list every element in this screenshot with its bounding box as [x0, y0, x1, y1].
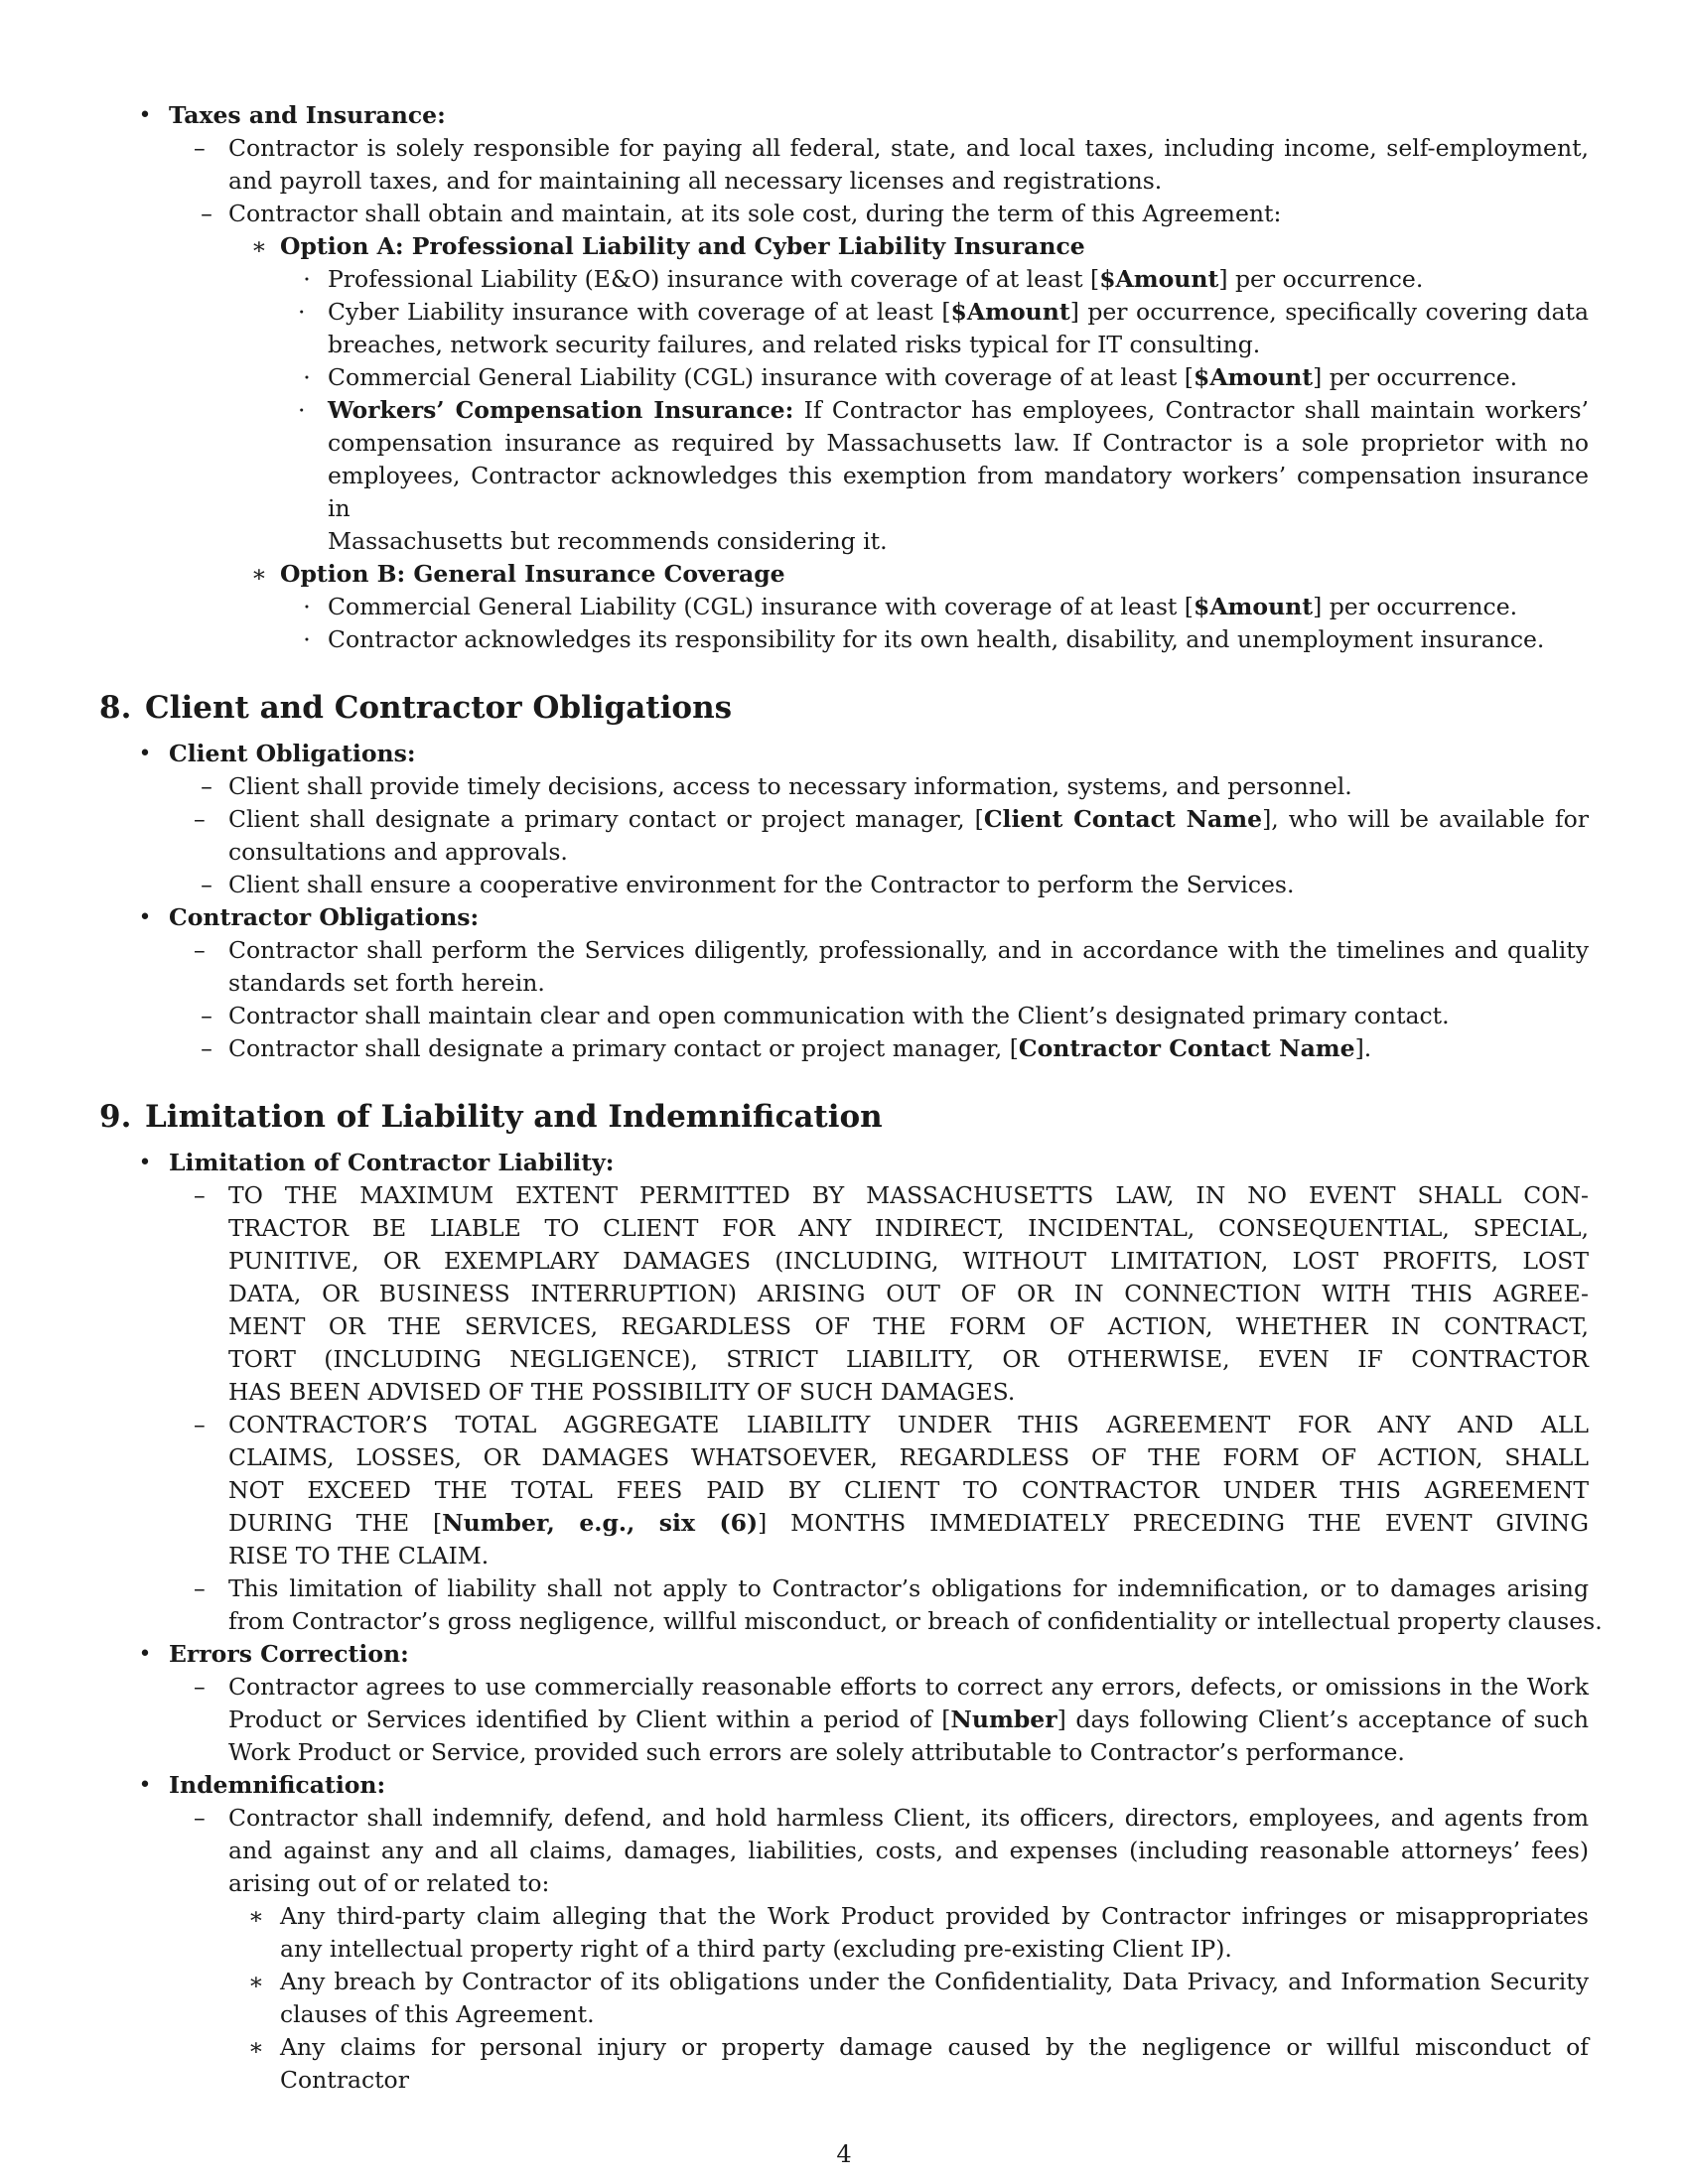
dot-icon: ·: [298, 396, 306, 424]
item-text: employees, Contractor acknowledges this exemption from mandatory workers’ compensation insurance in: [328, 462, 1589, 522]
list-item: [99, 1032, 1589, 1065]
item-title: Taxes and Insurance:: [169, 101, 446, 129]
dash-icon: –: [201, 772, 212, 800]
list-item: [99, 1409, 1589, 1441]
dot-icon: ·: [303, 265, 311, 293]
months-placeholder: Number, e.g., six (6): [442, 1509, 759, 1537]
amount-placeholder: $Amount: [1193, 593, 1314, 620]
list-item: [99, 1769, 1589, 1802]
item-text: and against any and all claims, damages, liabilities, costs, and expenses (including reasonable attorneys’ fees): [228, 1837, 1589, 1864]
list-item: [99, 934, 1589, 967]
amount-placeholder: $Amount: [1099, 265, 1219, 293]
section-heading: [99, 686, 1589, 730]
list-item-continuation: [99, 1736, 1589, 1769]
amount-placeholder: $Amount: [1193, 363, 1314, 391]
list-item-continuation: [99, 1278, 1589, 1310]
item-text: ] per occurrence.: [1313, 363, 1518, 391]
list-item-continuation: [99, 836, 1589, 869]
item-text: ] days following Client’s acceptance of such: [1056, 1706, 1589, 1733]
list-item: [99, 901, 1589, 934]
list-item: [99, 803, 1589, 836]
item-text: Contractor shall maintain clear and open communication with the Client’s designated primary contact.: [228, 1002, 1450, 1029]
list-item-continuation: [99, 1245, 1589, 1278]
list-item-continuation: [99, 165, 1589, 198]
item-text: CLAIMS, LOSSES, OR DAMAGES WHATSOEVER, REGARDLESS OF THE FORM OF ACTION, SHALL: [228, 1443, 1589, 1471]
item-text: ] per occurrence.: [1313, 593, 1518, 620]
list-item: [99, 591, 1589, 623]
list-item-continuation: [99, 1867, 1589, 1900]
option-b-title: Option B: General Insurance Coverage: [280, 560, 785, 588]
dash-icon: –: [194, 1673, 206, 1701]
list-item: [99, 263, 1589, 296]
dot-icon: ·: [303, 625, 311, 653]
item-text: Massachusetts but recommends considering it.: [328, 527, 888, 555]
dash-icon: –: [194, 936, 206, 964]
item-title: Limitation of Contractor Liability:: [169, 1149, 615, 1176]
contractor-contact-placeholder: Contractor Contact Name: [1018, 1034, 1355, 1062]
item-text: Contractor shall perform the Services diligently, professionally, and in accordance with the timelines and quality: [228, 936, 1589, 964]
list-item-continuation: [99, 1605, 1603, 1638]
bullet-icon: •: [138, 905, 152, 930]
dash-icon: –: [194, 134, 206, 162]
list-item: [99, 99, 1589, 132]
list-item: [99, 1572, 1589, 1605]
item-title: Contractor Obligations:: [169, 903, 480, 931]
item-text: Contractor is solely responsible for paying all federal, state, and local taxes, including income, self-employment,: [228, 134, 1589, 162]
amount-placeholder: $Amount: [950, 298, 1070, 326]
item-text: ] per occurrence, specifically covering data: [1069, 298, 1589, 326]
list-item-continuation: [99, 1540, 1589, 1572]
item-text: breaches, network security failures, and related risks typical for IT consulting.: [328, 331, 1261, 358]
list-item: [99, 2031, 1589, 2097]
client-contact-placeholder: Client Contact Name: [983, 805, 1263, 833]
list-item-continuation: [99, 1835, 1589, 1867]
item-text: HAS BEEN ADVISED OF THE POSSIBILITY OF SUCH DAMAGES.: [228, 1378, 1016, 1406]
section-number: 9.: [99, 1099, 132, 1135]
item-text: Commercial General Liability (CGL) insurance with coverage of at least [: [328, 593, 1194, 620]
list-item-continuation: [99, 1376, 1589, 1409]
item-text: Contractor acknowledges its responsibility for its own health, disability, and unemployment insurance.: [328, 625, 1545, 653]
list-item: [99, 1179, 1589, 1212]
list-item: [99, 869, 1589, 901]
list-item: [99, 1638, 1589, 1671]
item-text: from Contractor’s gross negligence, willful misconduct, or breach of confidentiality or intellectual property clauses.: [228, 1607, 1603, 1635]
item-text: TORT (INCLUDING NEGLIGENCE), STRICT LIABILITY, OR OTHERWISE, EVEN IF CONTRACTOR: [228, 1345, 1589, 1373]
list-item: [99, 1147, 1589, 1179]
list-item: [99, 558, 1589, 591]
item-text: ] MONTHS IMMEDIATELY PRECEDING THE EVENT GIVING: [758, 1509, 1590, 1537]
item-text: Product or Services identified by Client within a period of [: [228, 1706, 951, 1733]
star-icon: ∗: [248, 1902, 264, 1930]
item-text: any intellectual property right of a third party (excluding pre-existing Client IP).: [280, 1935, 1232, 1963]
list-item: [99, 394, 1589, 427]
page-number: 4: [836, 2140, 852, 2168]
item-text: If Contractor has employees, Contractor shall maintain workers’: [803, 396, 1589, 424]
item-text: Contractor agrees to use commercially reasonable efforts to correct any errors, defects, or omissions in the Work: [228, 1673, 1589, 1701]
item-text: NOT EXCEED THE TOTAL FEES PAID BY CLIENT TO CONTRACTOR UNDER THIS AGREEMENT: [228, 1476, 1589, 1504]
star-icon: ∗: [248, 1968, 264, 1995]
item-text: Contractor shall indemnify, defend, and hold harmless Client, its officers, directors, employees, and agents from: [228, 1804, 1589, 1832]
item-text: Contractor shall obtain and maintain, at its sole cost, during the term of this Agreement:: [228, 200, 1282, 227]
item-text: consultations and approvals.: [228, 838, 568, 866]
item-text: CONTRACTOR’S TOTAL AGGREGATE LIABILITY UNDER THIS AGREEMENT FOR ANY AND ALL: [228, 1411, 1589, 1438]
item-text: ] per occurrence.: [1218, 265, 1424, 293]
item-title: Workers’ Compensation Insurance:: [328, 396, 794, 424]
dot-icon: ·: [303, 593, 311, 620]
list-item-continuation: [99, 1474, 1589, 1507]
dash-icon: –: [201, 871, 212, 898]
dash-icon: –: [194, 1574, 206, 1602]
option-a-title: Option A: Professional Liability and Cyber Liability Insurance: [280, 232, 1085, 260]
bullet-icon: •: [138, 1642, 152, 1667]
item-text: ], who will be available for: [1262, 805, 1589, 833]
list-item: [99, 623, 1589, 656]
section-heading: [99, 1095, 1589, 1139]
list-item-continuation: [99, 427, 1589, 460]
section-title: Limitation of Liability and Indemnification: [145, 1099, 883, 1135]
item-text: standards set forth herein.: [228, 969, 545, 997]
item-text: Work Product or Service, provided such errors are solely attributable to Contractor’s performance.: [228, 1738, 1405, 1766]
item-text: clauses of this Agreement.: [280, 2000, 595, 2028]
days-placeholder: Number: [950, 1706, 1057, 1733]
dash-icon: –: [201, 200, 212, 227]
list-item-continuation: [99, 1441, 1589, 1474]
document-content: [99, 99, 1603, 2097]
item-text: arising out of or related to:: [228, 1869, 550, 1897]
star-icon: ∗: [251, 232, 267, 260]
item-text: MENT OR THE SERVICES, REGARDLESS OF THE FORM OF ACTION, WHETHER IN CONTRACT,: [228, 1312, 1589, 1340]
list-item: [99, 296, 1589, 329]
list-item: [99, 230, 1589, 263]
list-item: [99, 1671, 1589, 1704]
list-item-continuation: [99, 1212, 1589, 1245]
dash-icon: –: [194, 1804, 206, 1832]
list-item-continuation: [99, 1998, 1589, 2031]
list-item: [99, 1966, 1589, 1998]
list-item: [99, 770, 1589, 803]
list-item-continuation: [99, 1704, 1589, 1736]
item-text: Client shall designate a primary contact or project manager, [: [228, 805, 984, 833]
list-item-continuation: [99, 1343, 1589, 1376]
list-item: [99, 738, 1589, 770]
item-text: RISE TO THE CLAIM.: [228, 1542, 490, 1570]
list-item: [99, 1000, 1589, 1032]
item-title: Client Obligations:: [169, 740, 416, 767]
list-item: [99, 1802, 1589, 1835]
bullet-icon: •: [138, 1151, 152, 1175]
list-item-continuation: [99, 1507, 1589, 1540]
bullet-icon: •: [138, 1773, 152, 1798]
item-title: Errors Correction:: [169, 1640, 409, 1668]
list-item: [99, 361, 1589, 394]
dash-icon: –: [201, 1002, 212, 1029]
list-item-continuation: [99, 967, 1589, 1000]
item-text: Client shall ensure a cooperative environment for the Contractor to perform the Services.: [228, 871, 1295, 898]
item-title: Indemnification:: [169, 1771, 386, 1799]
list-item-continuation: [99, 329, 1589, 361]
bullet-icon: •: [138, 742, 152, 766]
section-title: Client and Contractor Obligations: [145, 690, 733, 726]
section-number: 8.: [99, 690, 132, 726]
item-text: DATA, OR BUSINESS INTERRUPTION) ARISING OUT OF OR IN CONNECTION WITH THIS AGREE-: [228, 1280, 1589, 1307]
list-item-continuation: [99, 460, 1589, 525]
item-text: Cyber Liability insurance with coverage of at least [: [328, 298, 951, 326]
item-text: DURING THE [: [228, 1509, 443, 1537]
list-item-continuation: [99, 525, 1589, 558]
list-item: [99, 198, 1589, 230]
item-text: compensation insurance as required by Massachusetts law. If Contractor is a sole proprietor with no: [328, 429, 1589, 457]
bullet-icon: •: [138, 103, 152, 128]
dash-icon: –: [201, 1034, 212, 1062]
item-text: Professional Liability (E&O) insurance with coverage of at least [: [328, 265, 1100, 293]
item-text: ].: [1354, 1034, 1372, 1062]
star-icon: ∗: [248, 2033, 264, 2061]
item-text: Commercial General Liability (CGL) insurance with coverage of at least [: [328, 363, 1194, 391]
item-text: Any third-party claim alleging that the Work Product provided by Contractor infringes or misappropriates: [280, 1902, 1589, 1930]
item-text: and payroll taxes, and for maintaining all necessary licenses and registrations.: [228, 167, 1163, 195]
item-text: Any claims for personal injury or property damage caused by the negligence or willful misconduct of Contractor: [280, 2033, 1589, 2094]
item-text: Contractor shall designate a primary contact or project manager, [: [228, 1034, 1019, 1062]
dash-icon: –: [194, 805, 206, 833]
dot-icon: ·: [303, 363, 311, 391]
list-item-continuation: [99, 1933, 1589, 1966]
dash-icon: –: [194, 1411, 206, 1438]
item-text: Any breach by Contractor of its obligations under the Confidentiality, Data Privacy, and Information Security: [280, 1968, 1589, 1995]
item-text: PUNITIVE, OR EXEMPLARY DAMAGES (INCLUDING, WITHOUT LIMITATION, LOST PROFITS, LOST: [228, 1247, 1589, 1275]
star-icon: ∗: [251, 560, 267, 588]
dash-icon: –: [194, 1181, 206, 1209]
list-item-continuation: [99, 1310, 1589, 1343]
item-text: TRACTOR BE LIABLE TO CLIENT FOR ANY INDIRECT, INCIDENTAL, CONSEQUENTIAL, SPECIAL,: [228, 1214, 1589, 1242]
item-text: This limitation of liability shall not apply to Contractor’s obligations for indemnification, or to damages arising: [228, 1574, 1589, 1602]
list-item: [99, 1900, 1589, 1933]
item-text: Client shall provide timely decisions, access to necessary information, systems, and personnel.: [228, 772, 1352, 800]
item-text: TO THE MAXIMUM EXTENT PERMITTED BY MASSACHUSETTS LAW, IN NO EVENT SHALL CON-: [228, 1181, 1589, 1209]
list-item: [99, 132, 1589, 165]
dot-icon: ·: [298, 298, 306, 326]
